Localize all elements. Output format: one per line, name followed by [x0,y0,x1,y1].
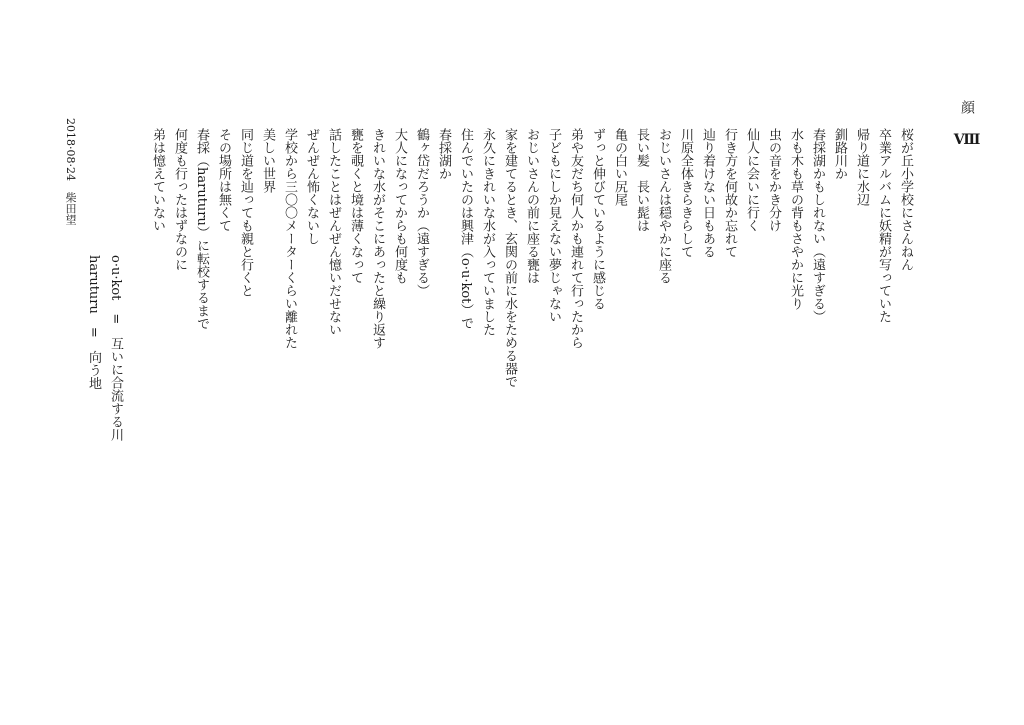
poem-line: 美しい世界 [260,128,275,193]
poem-line: おじいさんの前に座る甕は [524,128,539,284]
poem-line: 学校から三〇〇メーターくらい離れた [282,128,297,349]
poem-line: 春採湖かもしれない（遠すぎる） [810,128,825,323]
poem-line: 同じ道を辿っても親と行くと [238,128,253,297]
poem-title: 顔 [959,100,975,114]
poem-line: 春採（haruturu）に転校するまで [194,128,209,330]
poem-line: 行き方を何故か忘れて [722,128,737,258]
poem-line: おじいさんは穏やかに座る [656,128,671,284]
poem-line: 川原全体きらきらして [678,128,693,258]
glossary-note: o·u·kot = 互いに合流する川 [108,255,123,442]
glossary-notes [82,255,126,455]
poem-line: 話したことはぜんぜん憶いだせない [326,128,341,336]
poem-part-number: Ⅷ [959,132,975,149]
poem-line: 住んでいたのは興津（o·u·kot）で [458,128,473,330]
poem-line: 仙人に会いに行く [744,128,759,232]
poem-line: ぜんぜん怖くないし [304,128,319,245]
poem-line: 何度も行ったはずなのに [172,128,187,271]
poem-line: 辿り着けない日もある [700,128,715,258]
glossary-note: haruturu = 向う地 [86,255,101,390]
poem-line: 家を建てるとき、玄関の前に水をためる器で [502,128,517,388]
poem-line: ずっと伸びているように感じる [590,128,605,310]
poem-line: 虫の音をかき分け [766,128,781,232]
poem-line: 亀の白い尻尾 [612,128,627,206]
date-and-author: 2018·08·24 柴田望 [64,118,77,225]
poem-line: 水も木も草の背もさやかに光り [788,128,803,310]
poem-line: 春採湖か [436,128,451,180]
poem-line: 桜が丘小学校にさんねん [898,128,913,271]
poem-line: 弟や友だち何人かも連れて行ったから [568,128,583,349]
poem-line: 帰り道に水辺 [854,128,869,206]
poem-line: 大人になってからも何度も [392,128,407,284]
poem-line: 子どもにしか見えない夢じゃない [546,128,561,323]
poem-line: 甕を覗くと境は薄くなって [348,128,363,284]
poem-line: 弟は憶えていない [150,128,165,232]
poem-line: 釧路川か [832,128,847,180]
poem-line: 長い髪 長い髭は [634,128,649,232]
poem-body [146,128,916,428]
poem-line: その場所は無くて [216,128,231,232]
poem-line: 卒業アルバムに妖精が写っていた [876,128,891,323]
poem-line: 永久にきれいな水が入っていました [480,128,495,336]
poem-line: 鶴ヶ岱だろうか（遠すぎる） [414,128,429,297]
poem-line: きれいな水がそこにあったと繰り返す [370,128,385,349]
poem-title-block [956,100,978,148]
